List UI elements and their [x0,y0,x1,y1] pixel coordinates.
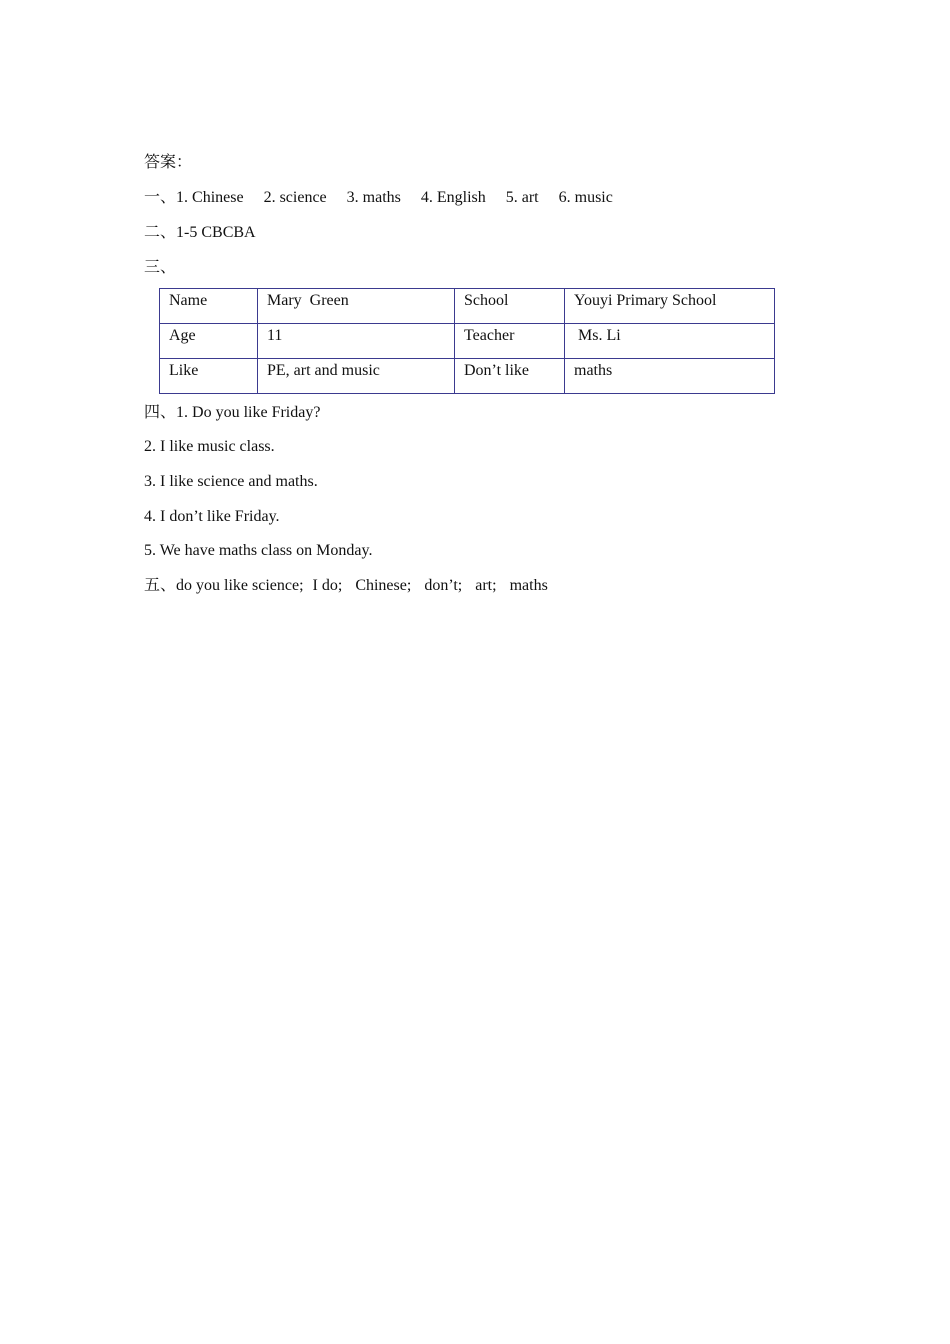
table-cell: Youyi Primary School [565,289,775,324]
section-1-item: 3. maths [346,189,401,206]
section-2-prefix: 二、 [144,224,177,241]
section-4-item: 5. We have maths class on Monday. [144,542,373,559]
section-2-answer: 1-5 CBCBA [176,224,256,241]
section-1-item: 1. Chinese [176,189,244,206]
section-5-item: art; [475,577,497,594]
table-cell: Ms. Li [565,324,775,359]
section-5-item: maths [509,577,548,594]
section-5-item: don’t; [424,577,463,594]
section-1-item: 4. English [420,189,486,206]
section-2-line [144,223,256,243]
section-4-line [144,403,320,423]
section-1-prefix: 一、 [144,189,177,206]
section-5-item: Chinese; [355,577,412,594]
table-cell: Name [160,289,258,324]
section-1-item: 2. science [263,189,327,206]
answers-heading: 答案： [144,154,193,171]
table-cell: Don’t like [455,359,565,394]
section-1-line [144,188,613,208]
section-5-item: do you like science; [176,577,304,594]
table-row [160,359,775,394]
section-1-item: 6. music [558,189,613,206]
table-cell: Mary Green [258,289,455,324]
section-4-item: 1. Do you like Friday? [176,404,321,421]
info-table [159,288,775,394]
table-cell: PE, art and music [258,359,455,394]
section-3-prefix: 三、 [144,259,177,276]
section-4-item: 3. I like science and maths. [144,473,318,490]
section-4-item: 4. I don’t like Friday. [144,508,280,525]
section-1-item: 5. art [505,189,539,206]
section-5-line [144,576,548,596]
section-4-prefix: 四、 [144,404,177,421]
table-cell: Teacher [455,324,565,359]
table-row [160,289,775,324]
table-cell: Age [160,324,258,359]
table-cell: Like [160,359,258,394]
table-row [160,324,775,359]
section-5-item: I do; [312,577,343,594]
table-cell: School [455,289,565,324]
section-5-prefix: 五、 [144,577,177,594]
table-cell: 11 [258,324,455,359]
section-4-item: 2. I like music class. [144,438,275,455]
table-cell: maths [565,359,775,394]
